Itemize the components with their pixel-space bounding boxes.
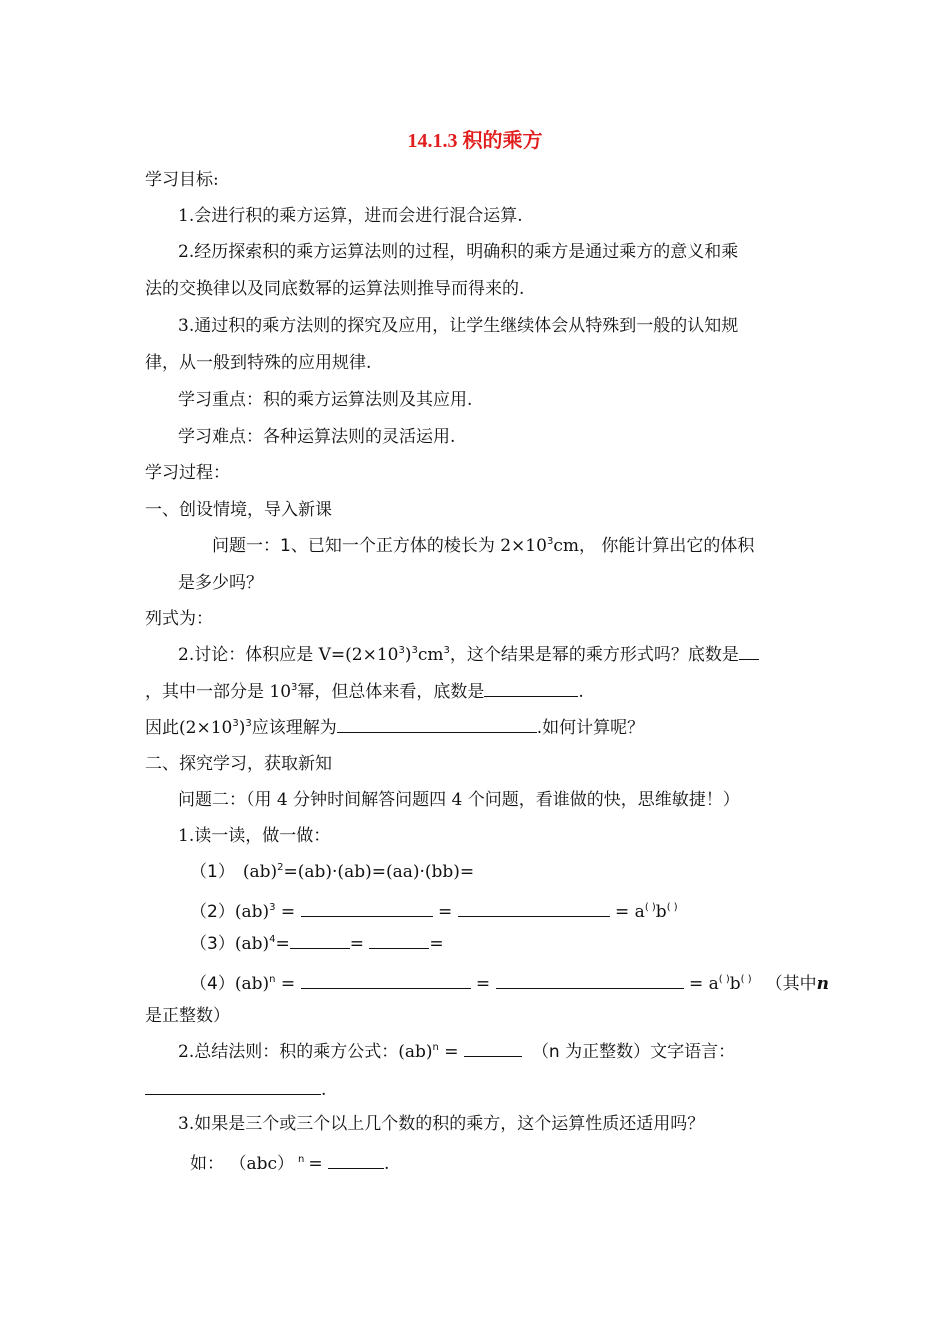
abc-blank[interactable] <box>328 1152 384 1169</box>
exercise-1: （1） (ab)$^2$=(ab)·(ab)=(aa)·(bb)= <box>190 862 475 882</box>
discussion-line-3: 因此$(2\times 10^3)^3$应该理解为 .如何计算呢？ <box>145 718 645 738</box>
formula-label: 列式为： <box>145 609 213 629</box>
exercise-3-blank-1[interactable] <box>290 932 350 949</box>
exercise-2: （2）(ab)$^3$ = = = a( )b( ) <box>190 902 678 922</box>
objective-1: 1.会进行积的乘方运算，进而会进行混合运算. <box>178 206 523 226</box>
objective-3-line-1: 3.通过积的乘方法则的探究及应用，让学生继续体会从特殊到一般的认知规 <box>178 316 739 336</box>
section-2-heading: 二、探究学习，获取新知 <box>145 754 332 774</box>
question-3: 3.如果是三个或三个以上几个数的积的乘方，这个运算性质还适用吗？ <box>178 1114 705 1134</box>
summary-rule-line-2: . <box>145 1078 326 1102</box>
exercise-2-blank-1[interactable] <box>301 900 433 917</box>
question-2: 问题二：（用 4 分钟时间解答问题四 4 个问题，看谁做的快，思维敏捷！） <box>178 790 740 810</box>
example-abc: 如： （abc） $^n$ = . <box>190 1154 390 1174</box>
exercise-2-blank-2[interactable] <box>458 900 610 917</box>
objective-2-line-2: 法的交换律以及同底数幂的运算法则推导而得来的. <box>145 279 525 299</box>
discussion-line-2: ，其中一部分是 $10^3$幂，但总体来看，底数是 . <box>145 682 584 702</box>
read-and-do: 1.读一读，做一做： <box>178 826 331 846</box>
exercise-4-blank-2[interactable] <box>496 972 684 989</box>
key-point: 学习重点：积的乘方运算法则及其应用. <box>178 390 473 410</box>
base-blank-1[interactable] <box>739 643 759 660</box>
objectives-heading: 学习目标: <box>145 170 219 190</box>
exercise-4: （4）(ab)$^n$ = = = a( )b( ) （其中n <box>190 974 830 994</box>
exercise-4-blank-1[interactable] <box>301 972 471 989</box>
exercise-4-line-2: 是正整数） <box>145 1006 230 1026</box>
question-1-line-2: 是多少吗？ <box>178 573 263 593</box>
difficult-point: 学习难点：各种运算法则的灵活运用. <box>178 427 456 447</box>
word-language-blank[interactable] <box>145 1078 321 1095</box>
page-title: 14.1.3 积的乘方 <box>407 130 543 152</box>
objective-3-line-2: 律，从一般到特殊的应用规律. <box>145 353 372 373</box>
formula-blank[interactable] <box>464 1040 522 1057</box>
exercise-3: （3）(ab)$^4$= = = <box>190 934 444 954</box>
process-heading: 学习过程： <box>145 463 230 483</box>
question-1-line-1: 问题一：1、已知一个正方体的棱长为 $2\times 10^3cm$， 你能计算出它的体积 <box>212 536 755 556</box>
section-1-heading: 一、创设情境，导入新课 <box>145 500 332 520</box>
exercise-3-blank-2[interactable] <box>369 932 429 949</box>
objective-2-line-1: 2.经历探索积的乘方运算法则的过程，明确积的乘方是通过乘方的意义和乘 <box>178 242 739 262</box>
summary-rule: 2.总结法则：积的乘方公式：(ab)$^n$ = （n 为正整数）文字语言： <box>178 1042 736 1062</box>
discussion-line-1: 2.讨论：体积应是 $V=(2\times 10^3)^3cm^3$，这个结果是幂的乘方形式吗？底数是 <box>178 643 759 667</box>
understand-blank[interactable] <box>337 716 537 733</box>
base-blank-2[interactable] <box>484 680 578 697</box>
